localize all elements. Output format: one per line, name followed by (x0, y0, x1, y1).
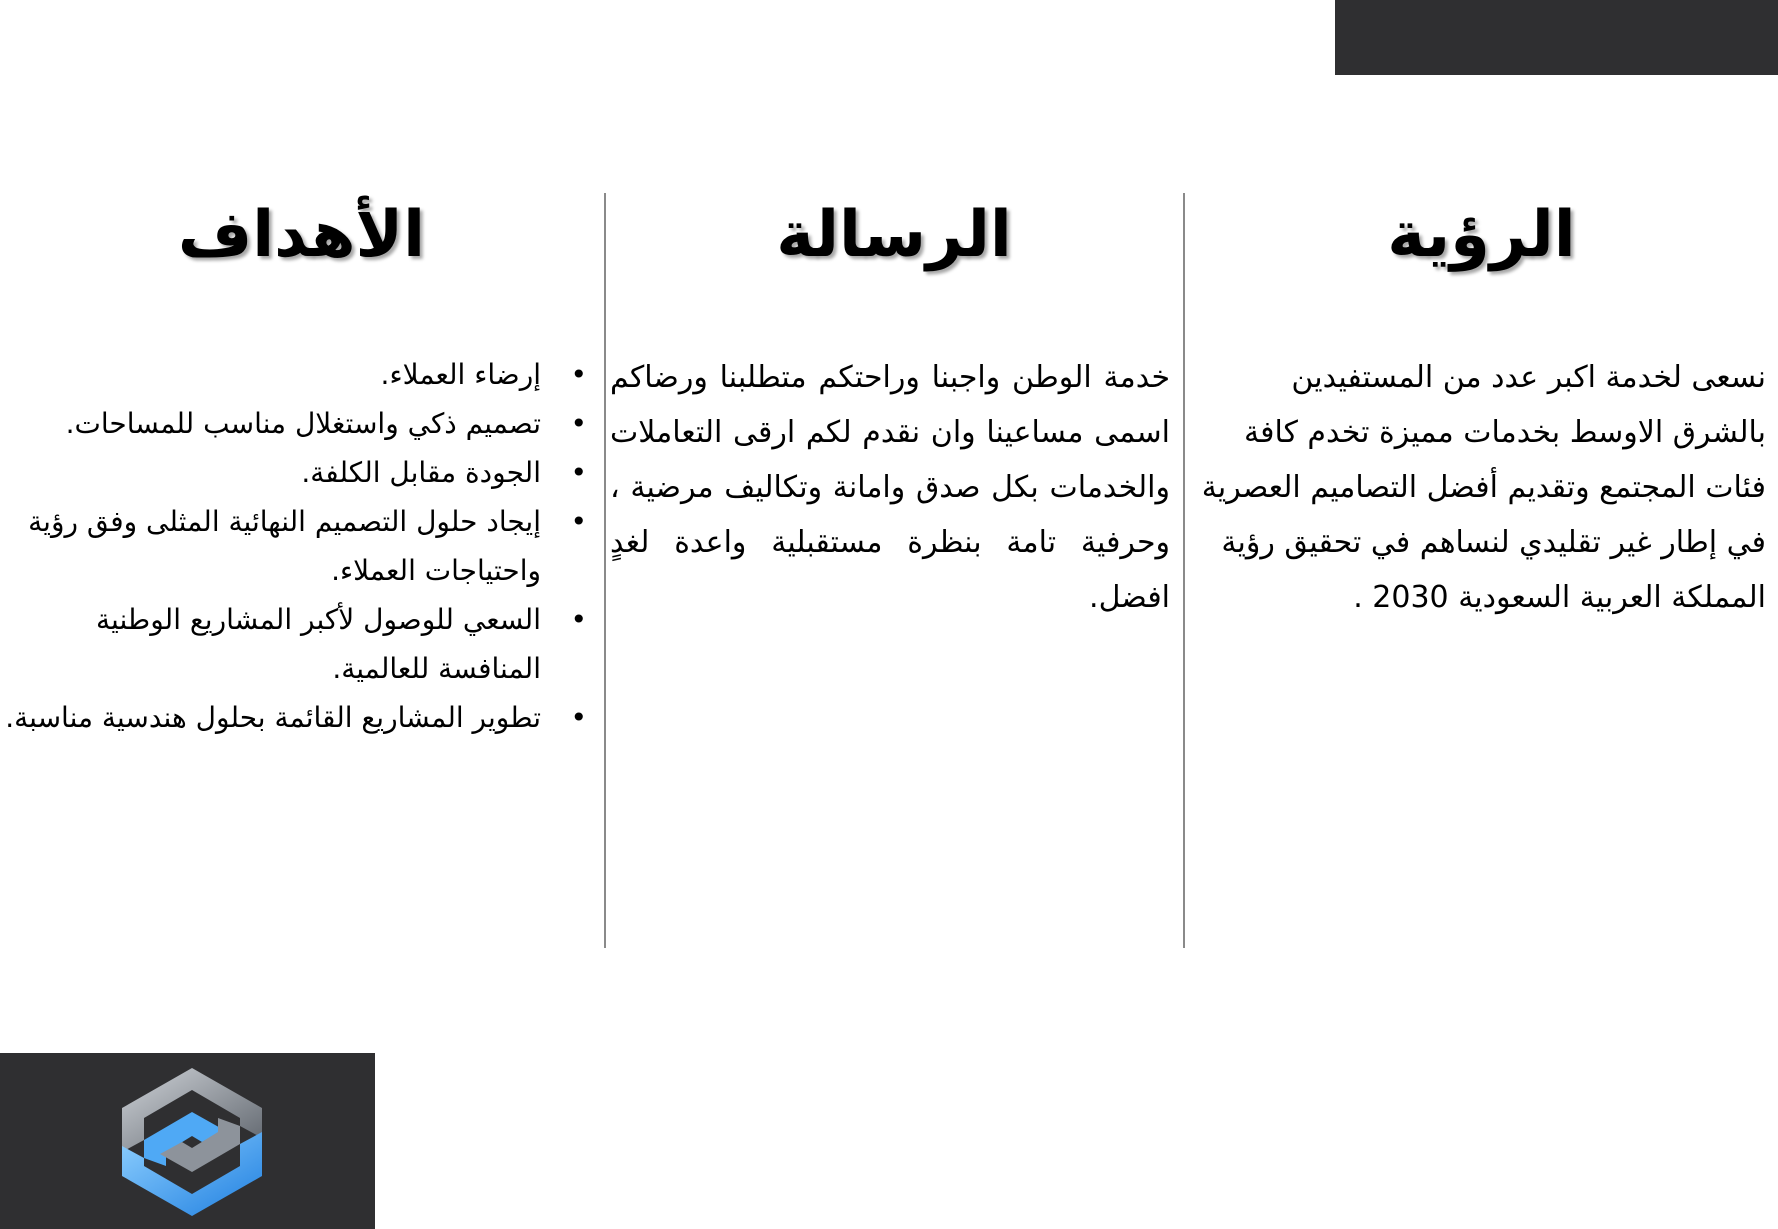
hexagon-logo-icon (112, 1062, 272, 1222)
mission-text: خدمة الوطن واجبنا وراحتكم متطلبنا ورضاكم اسمى مساعينا وان نقدم لكم ارقى التعاملات والخدمات بكل صدق وامانة وتكاليف مرضية ، وحرفية تامة بنظرة مستقبلية واعدة لغدٍ افضل. (610, 360, 1170, 615)
goals-list (3, 350, 593, 742)
top-decorative-bar (1335, 0, 1778, 75)
vision-text: نسعى لخدمة اكبر عدد من المستفيدين بالشرق الاوسط بخدمات مميزة تخدم كافة فئات المجتمع وتقديم أفضل التصاميم العصرية في إطار غير تقليدي لنساهم في تحقيق رؤية المملكة العربية السعودية 2030 . (1201, 360, 1766, 615)
goal-item: • تطوير المشاريع القائمة بحلول هندسية مناسبة. (3, 693, 593, 742)
column-divider-left (604, 193, 606, 948)
goal-item: • تصميم ذكي واستغلال مناسب للمساحات. (3, 399, 593, 448)
column-divider-right (1183, 193, 1185, 948)
goal-item: • إيجاد حلول التصميم النهائية المثلى وفق رؤية واحتياجات العملاء. (3, 497, 593, 595)
goal-item: • الجودة مقابل الكلفة. (3, 448, 593, 497)
mission-heading: الرسالة (776, 198, 1012, 272)
vision-heading: الرؤية (1387, 198, 1576, 272)
goal-item: • السعي للوصول لأكبر المشاريع الوطنية المنافسة للعالمية. (3, 595, 593, 693)
goal-item: • إرضاء العملاء. (3, 350, 593, 399)
goals-heading: الأهداف (177, 198, 426, 272)
